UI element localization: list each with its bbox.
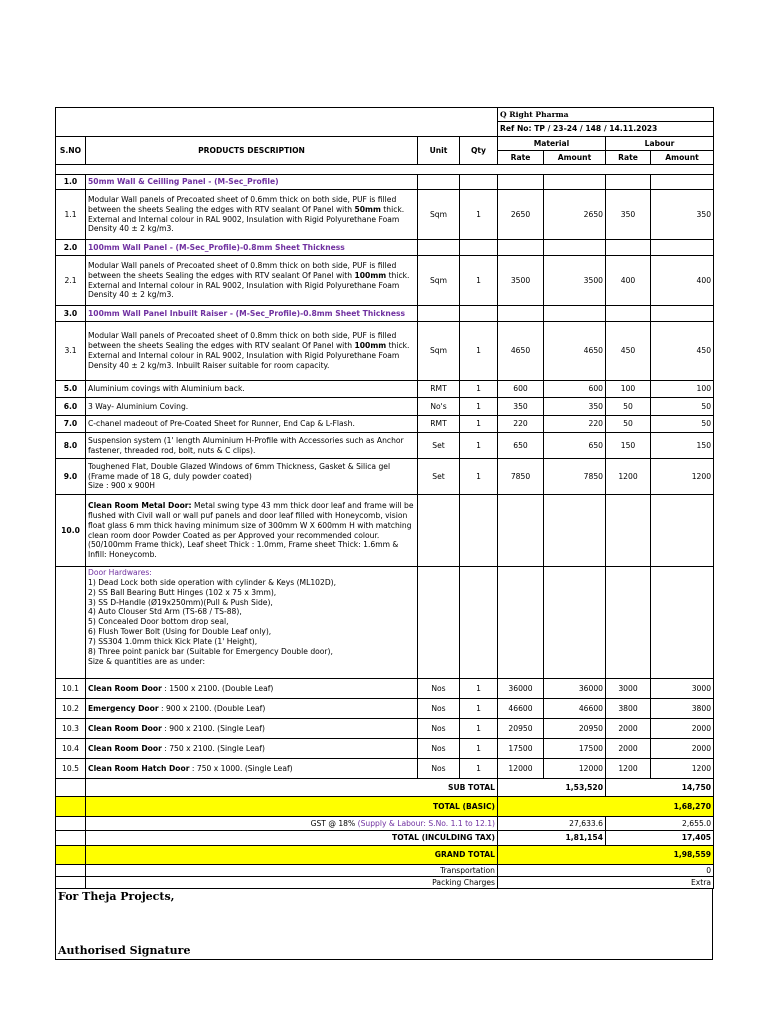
material-rate: 650 [498, 433, 544, 459]
labour-amount: 2000 [651, 739, 714, 759]
labour-rate: 3000 [606, 679, 651, 699]
table-row [56, 459, 714, 495]
material-rate: 17500 [498, 739, 544, 759]
table-row [56, 398, 714, 416]
material-rate: 4650 [498, 322, 544, 381]
quotation-table [55, 107, 714, 889]
table-row [56, 719, 714, 739]
item-unit: RMT [418, 416, 460, 433]
hardware-line: 7) SS304 1.0mm thick Kick Plate (1' Height), [88, 637, 258, 647]
item-unit: Sqm [418, 190, 460, 240]
item-number: 8.0 [56, 433, 86, 459]
item-description: Clean Room Door : 750 x 2100. (Single Leaf) [86, 739, 418, 759]
authorised-signature: Authorised Signature [58, 944, 191, 957]
material-rate: 3500 [498, 256, 544, 306]
for-company: For Theja Projects, [58, 890, 175, 903]
material-amount: 36000 [544, 679, 606, 699]
material-rate: 2650 [498, 190, 544, 240]
item-description: Emergency Door : 900 x 2100. (Double Leaf) [86, 699, 418, 719]
total-basic-label: TOTAL (BASIC) [86, 797, 498, 817]
item-qty: 1 [460, 190, 498, 240]
item-number: 10.3 [56, 719, 86, 739]
item-qty: 1 [460, 679, 498, 699]
section-title: 50mm Wall & Ceilling Panel - (M-Sec_Profile) [86, 175, 418, 190]
labour-rate: 350 [606, 190, 651, 240]
col-material-amount: Amount [544, 151, 606, 165]
item-unit: Set [418, 459, 460, 495]
col-labour-amount: Amount [651, 151, 714, 165]
item-description: Suspension system (1' length Aluminium H-Profile with Accessories such as Anchor fastener, threaded rod, bolt, nuts & C clips). [86, 433, 418, 459]
gst-material: 27,633.6 [498, 817, 606, 831]
labour-amount: 3000 [651, 679, 714, 699]
section-row [56, 175, 714, 190]
item-unit: No's [418, 398, 460, 416]
item-unit: Sqm [418, 256, 460, 306]
labour-rate: 1200 [606, 759, 651, 779]
labour-amount: 350 [651, 190, 714, 240]
section-row [56, 306, 714, 322]
total-inc-tax-row [56, 831, 714, 846]
table-row [56, 495, 714, 567]
labour-rate: 50 [606, 398, 651, 416]
sub-total-material: 1,53,520 [498, 779, 606, 797]
item-description: Modular Wall panels of Precoated sheet of 0.8mm thick on both side, PUF is filled between the sheets Sealing the edges with RTV sealant Of Panel with 100mm thick. External and Internal colour in RAL 9002, Insulation with Rigid Polyurethane Foam Density 40 ± 2 kg/m3. Inbuilt Raiser suitable for room capacity. [86, 322, 418, 381]
material-rate: 12000 [498, 759, 544, 779]
labour-rate: 150 [606, 433, 651, 459]
packing-label: Packing Charges [86, 877, 498, 889]
table-row [56, 190, 714, 240]
item-description: Clean Room Metal Door: Metal swing type 43 mm thick door leaf and frame will be flushed with Civil wall or wall puf panels and door leaf filled with Honeycomb, vision float glass 6 mm thick having minimum size of 300mm W X 600mm H with matching clean room door Powder Coated as per Approved your recommended colour. (50/100mm Frame thick), Leaf sheet Thick : 1.0mm, Frame sheet Thick: 1.6mm & Infill: Honeycomb. [86, 495, 418, 567]
material-rate: 20950 [498, 719, 544, 739]
item-unit: Set [418, 433, 460, 459]
item-unit: Sqm [418, 322, 460, 381]
labour-rate: 2000 [606, 739, 651, 759]
item-qty: 1 [460, 381, 498, 398]
item-qty: 1 [460, 699, 498, 719]
hardware-line: 1) Dead Lock both side operation with cylinder & Keys (ML102D), [88, 577, 337, 587]
transportation-row [56, 865, 714, 877]
table-row [56, 433, 714, 459]
grand-total-row [56, 846, 714, 865]
grand-total-label: GRAND TOTAL [86, 846, 498, 865]
table-row [56, 759, 714, 779]
hardware-line: 2) SS Ball Bearing Butt Hinges (102 x 75 x 3mm), [88, 587, 277, 597]
material-amount: 17500 [544, 739, 606, 759]
labour-amount: 450 [651, 322, 714, 381]
material-amount: 600 [544, 381, 606, 398]
item-unit: Nos [418, 759, 460, 779]
material-rate: 7850 [498, 459, 544, 495]
col-sno: S.NO [56, 137, 86, 165]
item-number: 10.5 [56, 759, 86, 779]
item-qty: 1 [460, 719, 498, 739]
material-rate: 46600 [498, 699, 544, 719]
labour-amount: 1200 [651, 759, 714, 779]
labour-amount: 50 [651, 416, 714, 433]
labour-rate: 400 [606, 256, 651, 306]
transportation-value: 0 [498, 865, 714, 877]
table-row [56, 416, 714, 433]
item-unit: Nos [418, 719, 460, 739]
gst-label: GST @ 18% (Supply & Labour: S.No. 1.1 to 12.1) [86, 817, 498, 831]
col-material-rate: Rate [498, 151, 544, 165]
material-rate: 600 [498, 381, 544, 398]
hardware-line: 6) Flush Tower Bolt (Using for Double Leaf only), [88, 627, 272, 637]
door-hardware-list [86, 567, 418, 679]
item-qty: 1 [460, 739, 498, 759]
col-labour: Labour [606, 137, 714, 151]
item-unit: Nos [418, 699, 460, 719]
total-inc-tax-label: TOTAL (INCULDING TAX) [86, 831, 498, 846]
section-number: 1.0 [56, 175, 86, 190]
hardware-line: 3) SS D-Handle (Ø19x250mm)(Pull & Push Side), [88, 597, 273, 607]
item-number: 5.0 [56, 381, 86, 398]
total-inc-tax-material: 1,81,154 [498, 831, 606, 846]
item-description: Clean Room Door : 1500 x 2100. (Double Leaf) [86, 679, 418, 699]
section-title: 100mm Wall Panel - (M-Sec_Profile)-0.8mm Sheet Thickness [86, 240, 418, 256]
item-qty: 1 [460, 256, 498, 306]
grand-total-value: 1,98,559 [498, 846, 714, 865]
total-inc-tax-labour: 17,405 [606, 831, 714, 846]
col-qty: Qty [460, 137, 498, 165]
labour-rate: 50 [606, 416, 651, 433]
material-amount: 3500 [544, 256, 606, 306]
item-description: C-chanel madeout of Pre-Coated Sheet for Runner, End Cap & L-Flash. [86, 416, 418, 433]
item-number: 10.2 [56, 699, 86, 719]
hardware-line: 8) Three point panick bar (Suitable for Emergency Double door), [88, 646, 333, 656]
table-row [56, 256, 714, 306]
table-row [56, 381, 714, 398]
material-rate: 36000 [498, 679, 544, 699]
item-number: 3.1 [56, 322, 86, 381]
material-amount: 20950 [544, 719, 606, 739]
total-basic-row [56, 797, 714, 817]
material-amount: 4650 [544, 322, 606, 381]
sub-total-row [56, 779, 714, 797]
item-number: 7.0 [56, 416, 86, 433]
item-number: 10.0 [56, 495, 86, 567]
gst-labour: 2,655.0 [606, 817, 714, 831]
sub-total-labour: 14,750 [606, 779, 714, 797]
labour-amount: 50 [651, 398, 714, 416]
item-number: 2.1 [56, 256, 86, 306]
hardware-line: 4) Auto Clouser Std Arm (TS-68 / TS-88), [88, 607, 242, 617]
gst-row [56, 817, 714, 831]
table-row [56, 699, 714, 719]
section-number: 2.0 [56, 240, 86, 256]
col-description: PRODUCTS DESCRIPTION [86, 137, 418, 165]
table-row [56, 679, 714, 699]
material-amount: 46600 [544, 699, 606, 719]
item-number: 10.1 [56, 679, 86, 699]
table-row [56, 322, 714, 381]
section-row [56, 240, 714, 256]
item-description: Aluminium covings with Aluminium back. [86, 381, 418, 398]
reference-number: Ref No: TP / 23-24 / 148 / 14.11.2023 [498, 122, 714, 137]
material-amount: 12000 [544, 759, 606, 779]
material-amount: 350 [544, 398, 606, 416]
item-qty: 1 [460, 322, 498, 381]
material-amount: 2650 [544, 190, 606, 240]
item-qty: 1 [460, 759, 498, 779]
item-unit: RMT [418, 381, 460, 398]
item-qty: 1 [460, 459, 498, 495]
item-description: Modular Wall panels of Precoated sheet of 0.8mm thick on both side, PUF is filled between the sheets Sealing the edges with RTV sealant Of Panel with 100mm thick. External and Internal colour in RAL 9002, Insulation with Rigid Polyurethane Foam Density 40 ± 2 kg/m3. [86, 256, 418, 306]
item-description: Modular Wall panels of Precoated sheet of 0.6mm thick on both side, PUF is filled between the sheets Sealing the edges with RTV sealant Of Panel with 50mm thick. External and Internal colour in RAL 9002, Insulation with Rigid Polyurethane Foam Density 40 ± 2 kg/m3. [86, 190, 418, 240]
col-material: Material [498, 137, 606, 151]
item-description: Clean Room Door : 900 x 2100. (Single Leaf) [86, 719, 418, 739]
labour-rate: 450 [606, 322, 651, 381]
signature-block [55, 888, 713, 960]
company-name: Q Right Pharma [498, 108, 714, 122]
hardware-row [56, 567, 714, 679]
item-description: Clean Room Hatch Door : 750 x 1000. (Single Leaf) [86, 759, 418, 779]
item-unit: Nos [418, 679, 460, 699]
labour-rate: 2000 [606, 719, 651, 739]
col-labour-rate: Rate [606, 151, 651, 165]
hardware-line: 5) Concealed Door bottom drop seal, [88, 617, 229, 627]
item-unit: Nos [418, 739, 460, 759]
section-number: 3.0 [56, 306, 86, 322]
labour-amount: 400 [651, 256, 714, 306]
material-amount: 650 [544, 433, 606, 459]
item-description: Toughened Flat, Double Glazed Windows of 6mm Thickness, Gasket & Silica gel (Frame made of 18 G, duly powder coated) Size : 900 x 900H [86, 459, 418, 495]
labour-amount: 100 [651, 381, 714, 398]
material-amount: 220 [544, 416, 606, 433]
item-qty: 1 [460, 416, 498, 433]
material-rate: 350 [498, 398, 544, 416]
col-unit: Unit [418, 137, 460, 165]
transportation-label: Transportation [86, 865, 498, 877]
labour-rate: 3800 [606, 699, 651, 719]
hardware-title: Door Hardwares: [88, 568, 152, 577]
labour-rate: 1200 [606, 459, 651, 495]
item-description: 3 Way- Aluminium Coving. [86, 398, 418, 416]
packing-row [56, 877, 714, 889]
labour-rate: 100 [606, 381, 651, 398]
labour-amount: 1200 [651, 459, 714, 495]
item-number: 10.4 [56, 739, 86, 759]
packing-value: Extra [498, 877, 714, 889]
material-rate: 220 [498, 416, 544, 433]
item-qty: 1 [460, 433, 498, 459]
labour-amount: 3800 [651, 699, 714, 719]
hardware-line: Size & quantities are as under: [88, 656, 206, 666]
labour-amount: 150 [651, 433, 714, 459]
section-title: 100mm Wall Panel Inbuilt Raiser - (M-Sec_Profile)-0.8mm Sheet Thickness [86, 306, 418, 322]
item-qty: 1 [460, 398, 498, 416]
item-number: 1.1 [56, 190, 86, 240]
item-number: 6.0 [56, 398, 86, 416]
item-number: 9.0 [56, 459, 86, 495]
material-amount: 7850 [544, 459, 606, 495]
table-row [56, 739, 714, 759]
sub-total-label: SUB TOTAL [86, 779, 498, 797]
labour-amount: 2000 [651, 719, 714, 739]
total-basic-value: 1,68,270 [498, 797, 714, 817]
